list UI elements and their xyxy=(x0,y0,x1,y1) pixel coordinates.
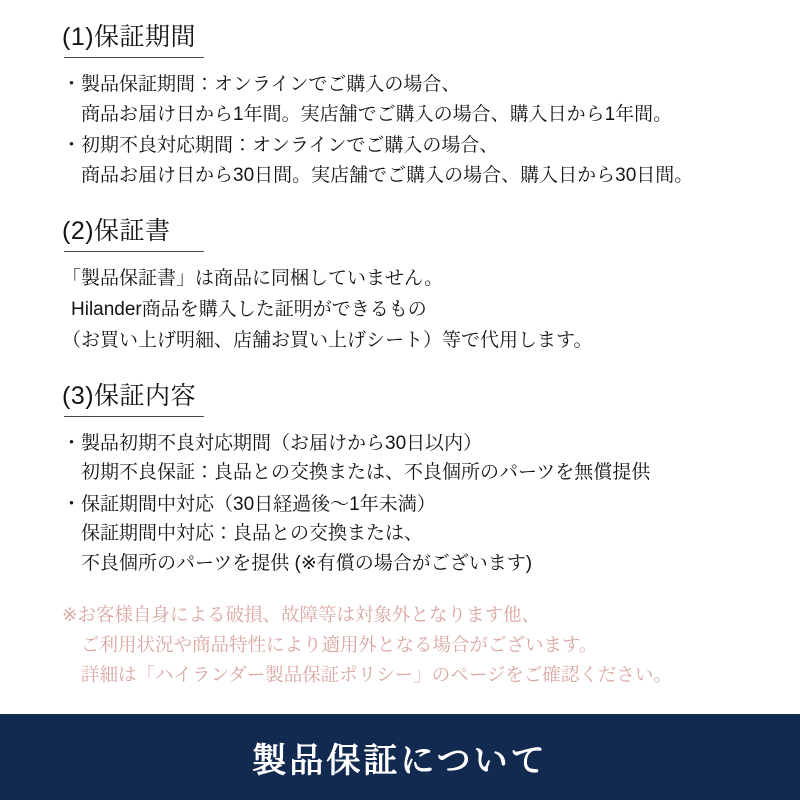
section-warranty-coverage xyxy=(62,381,770,578)
section-3-divider xyxy=(64,416,204,417)
list-item-line-3: 不良個所のパーツを提供 (※有償の場合がございます) xyxy=(81,552,533,574)
list-item-line-1: ・保証期間中対応（30日経過後〜1年未満） xyxy=(62,493,436,515)
paragraph-line-2: Hilander商品を購入した証明ができるもの xyxy=(71,299,427,321)
note-line-1: ※お客様自身による破損、故障等は対象外となります他、 xyxy=(62,603,541,625)
list-item-line-2: 商品お届け日から1年間。実店舗でご購入の場合、購入日から1年間。 xyxy=(81,103,673,125)
list-item xyxy=(62,70,770,129)
section-3-heading: (3)保証内容 xyxy=(62,381,197,410)
list-item xyxy=(62,490,770,578)
section-2-divider xyxy=(64,251,204,252)
section-1-heading: (1)保証期間 xyxy=(62,23,197,51)
paragraph-line-3: （お買い上げ明細、店舗お買い上げシート）等で代用します。 xyxy=(62,329,593,351)
list-item-line-2: 初期不良保証：良品との交換または、不良個所のパーツを無償提供 xyxy=(81,462,651,484)
section-3-list xyxy=(62,429,770,578)
list-item-line-1: ・初期不良対応期間：オンラインでご購入の場合、 xyxy=(62,135,499,157)
list-item-line-2: 保証期間中対応：良品との交換または、 xyxy=(81,523,424,545)
list-item-line-2: 商品お届け日から30日間。実店舗でご購入の場合、購入日から30日間。 xyxy=(81,164,694,186)
section-2-heading: (2)保証書 xyxy=(62,217,171,245)
section-1-divider xyxy=(64,57,204,58)
note-line-3: 詳細は「ハイランダー製品保証ポリシー」のページをご確認ください。 xyxy=(81,663,672,685)
section-2-paragraph xyxy=(62,264,770,356)
list-item xyxy=(62,131,770,190)
section-warranty-certificate xyxy=(62,216,770,357)
disclaimer-note xyxy=(62,600,770,690)
list-item-line-1: ・製品保証期間：オンラインでご購入の場合、 xyxy=(62,74,461,96)
paragraph-line-1: 「製品保証書」は商品に同梱していません。 xyxy=(62,268,444,290)
footer-banner xyxy=(0,714,800,800)
list-item xyxy=(62,429,770,488)
note-line-2: ご利用状況や商品特性により適用外となる場合がございます。 xyxy=(81,633,598,655)
footer-title: 製品保証について xyxy=(252,741,548,780)
section-warranty-period xyxy=(62,22,770,190)
section-1-list xyxy=(62,70,770,190)
list-item-line-1: ・製品初期不良対応期間（お届けから30日以内） xyxy=(62,432,483,454)
